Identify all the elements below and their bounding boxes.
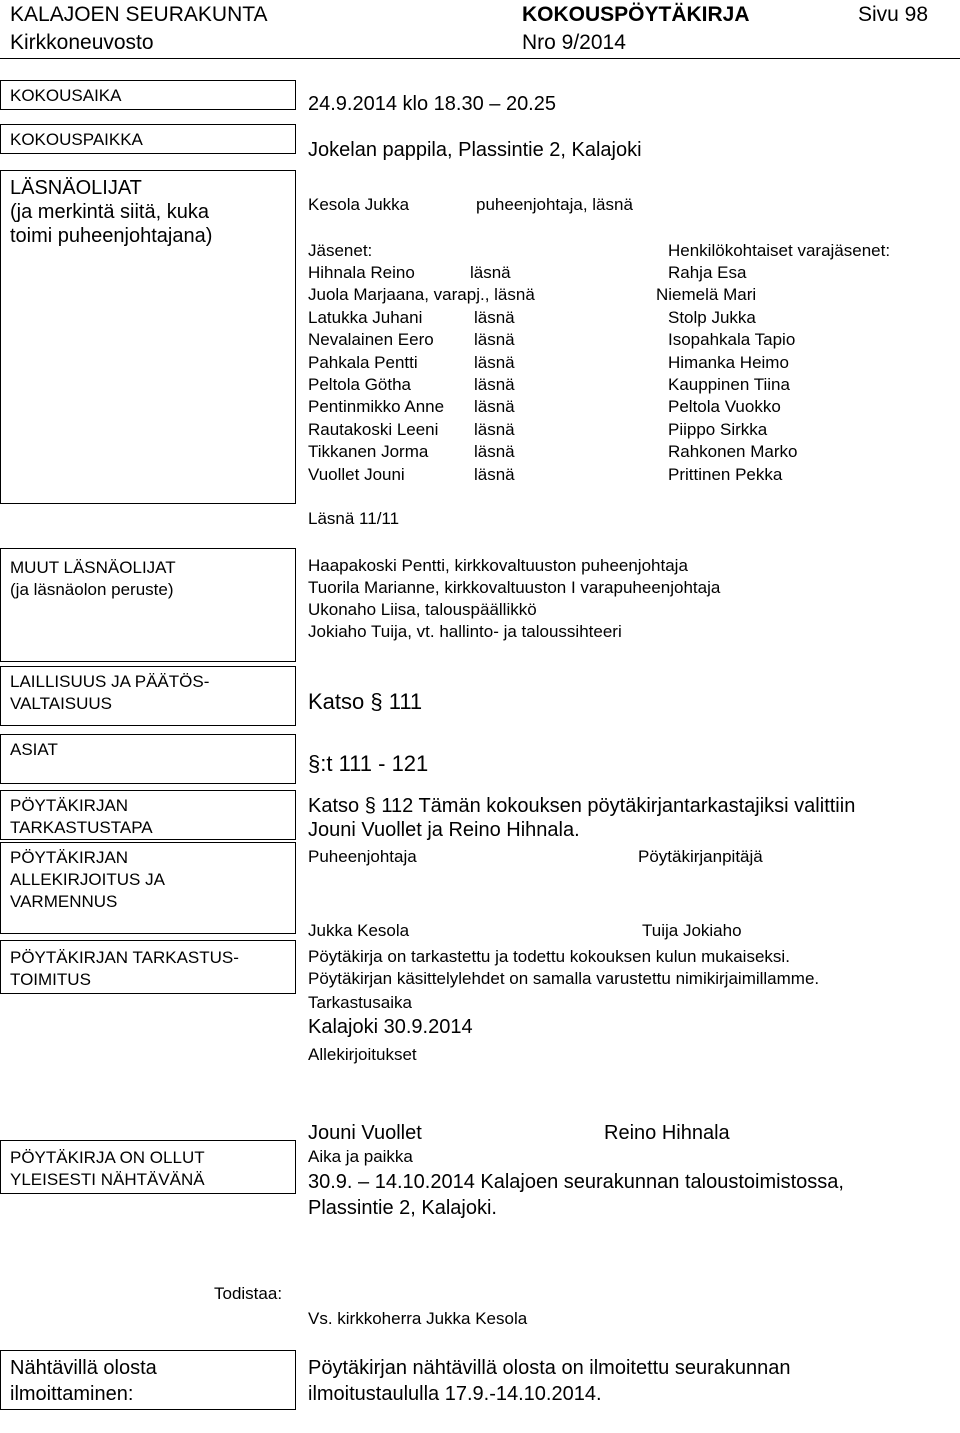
deputy-name: Niemelä Mari [656, 285, 757, 305]
sign-chair-title: Puheenjohtaja [308, 847, 417, 866]
deputy-name: Rahkonen Marko [668, 442, 798, 462]
label-nahtavana: PÖYTÄKIRJA ON OLLUT [10, 1148, 205, 1167]
reviewer-name: Jouni Vuollet [308, 1122, 422, 1144]
items-range: §:t 111 - 121 [308, 751, 429, 776]
label-lasnaolijat-note: toimi puheenjohtajana) [10, 225, 213, 247]
member-name: Tikkanen Jorma [308, 442, 429, 462]
legality-text: Katso § 111 [308, 689, 423, 714]
member-name: Nevalainen Eero [308, 330, 434, 350]
member-status: läsnä [474, 397, 515, 417]
label-box [0, 80, 296, 110]
member-name: Rautakoski Leeni [308, 419, 439, 439]
deputy-name: Piippo Sirkka [668, 419, 768, 439]
label-todistaa: Todistaa: [214, 1284, 283, 1303]
body-name: Kirkkoneuvosto [10, 31, 154, 54]
chair-role: puheenjohtaja, läsnä [476, 195, 633, 214]
other-attendee: Haapakoski Pentti, kirkkovaltuuston puheenjohtaja [308, 556, 688, 575]
label-box [0, 842, 296, 934]
label-lasnaolijat-note: (ja merkintä siitä, kuka [10, 201, 209, 223]
label-box [0, 940, 296, 994]
doc-number: Nro 9/2014 [522, 31, 626, 54]
deputy-name: Himanka Heimo [668, 352, 789, 372]
label-allekirjoitus: VARMENNUS [10, 892, 118, 911]
sign-secretary-title: Pöytäkirjanpitäjä [638, 847, 763, 866]
display-label: Aika ja paikka [308, 1147, 413, 1166]
org-name: KALAJOEN SEURAKUNTA [10, 3, 268, 26]
review-time-label: Tarkastusaika [308, 993, 412, 1012]
label-box [0, 734, 296, 784]
label-box [0, 124, 296, 154]
member-name: Vuollet Jouni [308, 464, 405, 484]
member-name: Juola Marjaana, varapj., läsnä [308, 285, 535, 305]
sign-secretary-name: Tuija Jokiaho [642, 921, 742, 940]
label-kokouspaikka: KOKOUSPAIKKA [10, 130, 143, 149]
member-status: läsnä [474, 352, 515, 372]
attendance-count: Läsnä 11/11 [308, 509, 400, 528]
deputy-name: Peltola Vuokko [668, 397, 781, 417]
display-text: Plassintie 2, Kalajoki. [308, 1197, 497, 1219]
member-status: läsnä [474, 464, 515, 484]
label-tarkastustoimitus: PÖYTÄKIRJAN TARKASTUS- [10, 948, 239, 967]
member-name: Pahkala Pentti [308, 352, 418, 372]
display-text: 30.9. – 14.10.2014 Kalajoen seurakunnan taloustoimistossa, [308, 1171, 844, 1193]
notice-text: ilmoitustaululla 17.9.-14.10.2014. [308, 1383, 602, 1405]
label-laillisuus: LAILLISUUS JA PÄÄTÖS- [10, 672, 210, 691]
meeting-place: Jokelan pappila, Plassintie 2, Kalajoki [308, 139, 642, 161]
label-box [0, 548, 296, 662]
label-box [0, 1350, 296, 1410]
label-tarkastustoimitus: TOIMITUS [10, 970, 91, 989]
notice-text: Pöytäkirjan nähtävillä olosta on ilmoitettu seurakunnan [308, 1357, 791, 1379]
chair-name: Kesola Jukka [308, 195, 410, 214]
member-name: Peltola Götha [308, 375, 412, 394]
review-method: Jouni Vuollet ja Reino Hihnala. [308, 819, 580, 841]
header-rule [0, 58, 960, 59]
deputy-name: Isopahkala Tapio [668, 330, 796, 350]
label-muut-note: (ja läsnäolon peruste) [10, 580, 174, 599]
reviewer-name: Reino Hihnala [604, 1122, 730, 1144]
member-status: läsnä [474, 442, 515, 462]
label-tarkastustapa: TARKASTUSTAPA [10, 818, 153, 837]
sign-chair-name: Jukka Kesola [308, 921, 410, 940]
label-nahtavana: YLEISESTI NÄHTÄVÄNÄ [10, 1170, 205, 1189]
deputy-name: Rahja Esa [668, 263, 747, 282]
label-allekirjoitus: ALLEKIRJOITUS JA [10, 870, 165, 889]
label-ilmoittaminen: ilmoittaminen: [10, 1383, 134, 1405]
deputy-name: Kauppinen Tiina [668, 375, 790, 394]
other-attendee: Tuorila Marianne, kirkkovaltuuston I varapuheenjohtaja [308, 578, 721, 597]
witness: Vs. kirkkoherra Jukka Kesola [308, 1309, 528, 1328]
review-method: Katso § 112 Tämän kokouksen pöytäkirjantarkastajiksi valittiin [308, 795, 856, 817]
label-box [0, 666, 296, 726]
signatures-label: Allekirjoitukset [308, 1045, 417, 1064]
label-box [0, 170, 296, 504]
members-header: Jäsenet: [308, 241, 373, 260]
deputies-header: Henkilökohtaiset varajäsenet: [668, 241, 891, 260]
deputy-name: Prittinen Pekka [668, 464, 783, 484]
label-lasnaolijat: LÄSNÄOLIJAT [10, 177, 142, 199]
label-tarkastustapa: PÖYTÄKIRJAN [10, 796, 129, 815]
label-allekirjoitus: PÖYTÄKIRJAN [10, 848, 129, 867]
member-name: Hihnala Reino [308, 263, 415, 282]
deputy-name: Stolp Jukka [668, 307, 756, 327]
label-box [0, 790, 296, 840]
label-laillisuus: VALTAISUUS [10, 694, 113, 713]
member-status: läsnä [474, 375, 515, 394]
other-attendee: Jokiaho Tuija, vt. hallinto- ja taloussihteeri [308, 622, 622, 641]
member-status: läsnä [474, 307, 515, 327]
label-ilmoittaminen: Nähtävillä olosta [10, 1357, 157, 1379]
label-kokousaika: KOKOUSAIKA [10, 86, 122, 105]
label-muut: MUUT LÄSNÄOLIJAT [10, 558, 176, 577]
member-status: läsnä [474, 419, 515, 439]
doc-type: KOKOUSPÖYTÄKIRJA [522, 3, 750, 26]
label-asiat: ASIAT [10, 740, 58, 759]
member-status: läsnä [470, 263, 511, 282]
review-text: Pöytäkirjan käsittelylehdet on samalla varustettu nimikirjaimillamme. [308, 969, 820, 988]
other-attendee: Ukonaho Liisa, talouspäällikkö [308, 600, 537, 619]
review-time: Kalajoki 30.9.2014 [308, 1016, 473, 1038]
meeting-time: 24.9.2014 klo 18.30 – 20.25 [308, 93, 556, 115]
member-status: läsnä [474, 330, 515, 350]
member-name: Latukka Juhani [308, 307, 423, 327]
page-number: Sivu 98 [858, 3, 929, 26]
review-text: Pöytäkirja on tarkastettu ja todettu kokouksen kulun mukaiseksi. [308, 947, 790, 966]
label-box [0, 1140, 296, 1194]
member-name: Pentinmikko Anne [308, 397, 445, 417]
